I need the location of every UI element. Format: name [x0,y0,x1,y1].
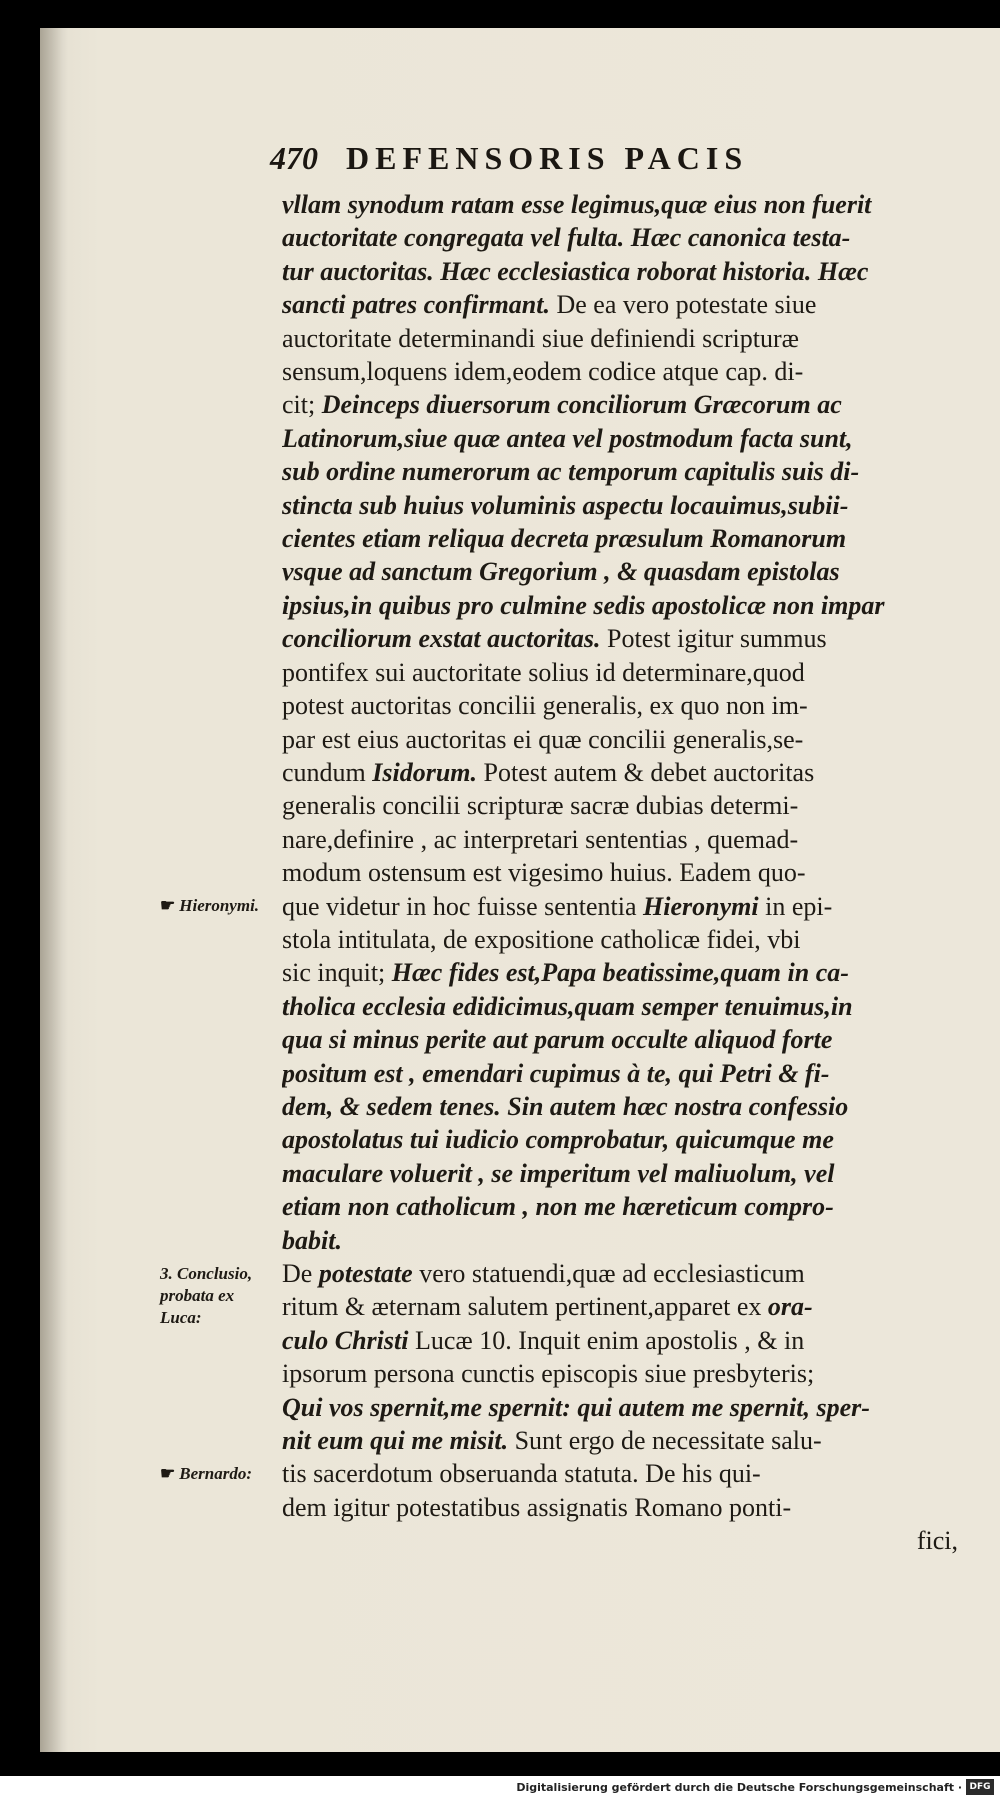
digitization-credit: Digitalisierung gefördert durch die Deutsche Forschungsgemeinschaft · [516,1781,962,1794]
italic-segment: dem, & sedem tenes. Sin autem hæc nostra confessio [282,1091,849,1121]
roman-segment: De ea vero potestate siue [556,290,817,320]
italic-segment: Deinceps diuersorum conciliorum Græcorum ac [321,390,842,420]
roman-segment: Sunt ergo de necessitate salu- [514,1426,822,1456]
roman-segment: cundum [282,757,373,787]
roman-segment: vero statuendi,quæ ad ecclesiasticum [412,1259,805,1288]
text-line [282,1157,958,1190]
text-line [282,288,958,321]
roman-segment: que videtur in hoc fuisse sententia [282,891,644,921]
roman-segment: nare,definire , ac interpretari sententias , quemad- [282,824,799,854]
italic-segment: Isidorum. [372,757,478,787]
text-line [282,990,958,1023]
italic-segment: Latinorum,siue quæ antea vel postmodum facta sunt, [282,423,853,453]
text-line [282,1424,958,1457]
margin-note-text: 3. Conclusio, [160,1263,253,1283]
roman-segment: cit; [282,390,322,420]
roman-segment: De [282,1259,319,1288]
roman-segment: Potest igitur summus [607,624,827,654]
text-line [282,1090,958,1123]
text-line [282,589,958,622]
text-line [282,555,958,588]
running-title: DEFENSORIS PACIS [346,140,749,176]
roman-segment: dem igitur potestatibus assignatis Romano ponti- [282,1492,792,1522]
text-line [282,255,958,288]
italic-segment: vllam synodum ratam esse legimus,quæ eius non fuerit [282,190,872,219]
roman-segment: fici, [916,1526,958,1556]
italic-segment: culo Christi [282,1325,409,1355]
text-line [282,1391,958,1424]
margin-note-line [160,1463,280,1485]
text-line [282,422,958,455]
text-line [282,1023,958,1056]
roman-segment: Lucæ 10. Inquit enim apostolis , & in [408,1325,805,1355]
text-line [282,890,958,923]
text-line [282,823,958,856]
text-line [282,455,958,488]
text-line [282,789,958,822]
text-line [282,956,958,989]
italic-segment: positum est , emendari cupimus à te, qui Petri & fi- [282,1058,830,1088]
text-line [282,622,958,655]
roman-segment: sensum,loquens idem,eodem codice atque cap. di- [282,357,804,387]
text-line [282,188,958,221]
italic-segment: ipsius,in quibus pro culmine sedis apostolicæ non impar [282,590,885,620]
text-line [282,723,958,756]
italic-segment: ora- [767,1292,813,1322]
italic-segment: potestate [318,1259,413,1288]
text-line [282,656,958,689]
roman-segment: Potest autem & debet auctoritas [477,757,815,787]
italic-segment: babit. [282,1225,342,1255]
text-line [282,355,958,388]
text-line [282,756,958,789]
roman-segment: in epi- [758,891,833,921]
italic-segment: stincta sub huius voluminis aspectu locauimus,subii- [282,490,849,520]
roman-segment: modum ostensum est vigesimo huius. Eadem quo- [282,858,806,888]
text-line [282,856,958,889]
text-line [282,689,958,722]
margin-note-line [160,1307,280,1329]
text-line [282,1190,958,1223]
text-line [282,1057,958,1090]
italic-segment: cientes etiam reliqua decreta præsulum Romanorum [282,524,847,554]
running-header [270,140,950,177]
body-text [282,188,958,1558]
italic-segment: etiam non catholicum , non me hæreticum compro- [282,1192,834,1222]
italic-segment: Hæc fides est,Papa beatissime,quam in ca- [391,958,849,988]
roman-segment: par est eius auctoritas ei quæ concilii generalis,se- [282,724,804,754]
italic-segment: nit eum qui me misit. [282,1426,515,1456]
text-line [282,1123,958,1156]
italic-segment: auctoritate congregata vel fulta. Hæc canonica testa- [282,223,851,253]
roman-segment: tis sacerdotum obseruanda statuta. De his qui- [282,1459,761,1489]
margin-note-line [160,1285,280,1307]
text-line [282,1524,958,1557]
text-line [282,1457,958,1490]
roman-segment: potest auctoritas concilii generalis, ex quo non im- [282,691,808,721]
italic-segment: Qui vos spernit,me spernit: qui autem me spernit, sper- [282,1392,870,1422]
italic-segment: vsque ad sanctum Gregorium , & quasdam epistolas [282,557,840,587]
dfg-logo: DFG [966,1779,994,1795]
text-line [282,1290,958,1323]
roman-segment: ritum & æternam salutem pertinent,apparet ex [282,1292,768,1322]
roman-segment: sic inquit; [282,958,392,988]
pointing-hand-icon: ☛ [160,1464,176,1484]
text-line [282,489,958,522]
text-line [282,1324,958,1357]
text-line [282,1357,958,1390]
text-line [282,1491,958,1524]
italic-segment: qua si minus perite aut parum occulte aliquod forte [282,1025,833,1055]
margin-note-line [160,1263,280,1285]
italic-segment: sancti patres confirmant. [282,290,557,320]
italic-segment: apostolatus tui iudicio comprobatur, quicumque me [282,1125,834,1155]
margin-note-text: Bernardo: [179,1464,252,1484]
margin-note [160,1263,280,1329]
italic-segment: tholica ecclesia edidicimus,quam semper tenuimus,in [282,991,853,1021]
roman-segment: pontifex sui auctoritate solius id determinare,quod [282,657,805,687]
page-number: 470 [270,140,318,176]
text-line [282,221,958,254]
text-line [282,923,958,956]
margin-note [160,895,280,917]
pointing-hand-icon: ☛ [160,896,176,916]
gutter-shadow [40,28,68,1752]
italic-segment: tur auctoritas. Hæc ecclesiastica roborat historia. Hæc [282,256,869,286]
italic-segment: conciliorum exstat auctoritas. [282,624,608,654]
text-line [282,1224,958,1257]
roman-segment: stola intitulata, de expositione catholicæ fidei, vbi [282,924,801,954]
text-line [282,322,958,355]
italic-segment: Hieronymi [643,891,759,921]
margin-note-line [160,895,280,917]
text-line [282,1257,958,1290]
margin-note-text: Luca: [160,1307,202,1327]
margin-note-text: Hieronymi. [179,896,260,916]
margin-note-text: probata ex [160,1285,235,1305]
italic-segment: maculare voluerit , se imperitum vel maliuolum, vel [282,1158,835,1188]
margin-note [160,1463,280,1485]
text-line [282,522,958,555]
roman-segment: auctoritate determinandi siue definiendi scripturæ [282,323,799,353]
text-line [282,388,958,421]
roman-segment: generalis concilii scripturæ sacræ dubias determi- [282,791,799,821]
roman-segment: ipsorum persona cunctis episcopis siue presbyteris; [282,1359,815,1389]
italic-segment: sub ordine numerorum ac temporum capitulis suis di- [282,457,860,487]
